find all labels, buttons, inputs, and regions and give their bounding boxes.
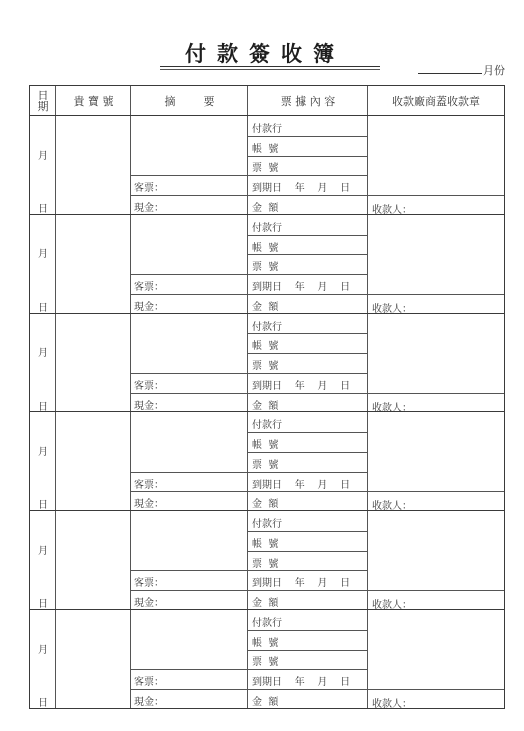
row-line <box>247 590 367 591</box>
row-line <box>247 531 367 532</box>
bill-no-label: 票 號 <box>252 459 279 471</box>
entry-block <box>30 412 504 511</box>
payee-label: 收款人： <box>372 303 412 315</box>
row-line <box>247 254 367 255</box>
row-line <box>247 650 367 651</box>
entry-block <box>30 314 504 413</box>
customer-bill-label: 客票： <box>134 380 164 392</box>
amount-label: 金 額 <box>252 598 279 610</box>
entry-block <box>30 511 504 610</box>
row-line <box>130 689 247 690</box>
cash-label: 現金： <box>134 696 164 708</box>
title-underline-second <box>160 69 380 70</box>
row-line <box>130 669 247 670</box>
amount-label: 金 額 <box>252 202 279 214</box>
account-no-label: 帳 號 <box>252 637 279 649</box>
row-line <box>247 669 367 670</box>
cash-label: 現金： <box>134 499 164 511</box>
customer-bill-label: 客票： <box>134 282 164 294</box>
month-label: 月 <box>38 644 48 656</box>
due-date-label: 到期日 年 月 日 <box>252 578 351 590</box>
month-label: 月 <box>38 348 48 360</box>
row-line <box>130 590 247 591</box>
day-label: 日 <box>38 203 48 215</box>
row-line <box>247 274 367 275</box>
header-date: 日 期 <box>37 89 49 113</box>
amount-label: 金 額 <box>252 301 279 313</box>
payer-bank-label: 付款行 <box>252 617 282 629</box>
row-line <box>367 491 504 492</box>
month-label: 月份 <box>483 64 505 77</box>
payee-label: 收款人： <box>372 600 412 612</box>
amount-label: 金 額 <box>252 400 279 412</box>
payee-label: 收款人： <box>372 204 412 216</box>
payer-bank-label: 付款行 <box>252 519 282 531</box>
row-line <box>130 393 247 394</box>
customer-bill-label: 客票： <box>134 183 164 195</box>
row-line <box>367 294 504 295</box>
cash-label: 現金： <box>134 598 164 610</box>
row-line <box>130 274 247 275</box>
title-underline <box>160 66 380 67</box>
row-line <box>247 393 367 394</box>
account-no-label: 帳 號 <box>252 143 279 155</box>
amount-label: 金 額 <box>252 696 279 708</box>
row-line <box>247 491 367 492</box>
row-line <box>130 491 247 492</box>
row-line <box>247 136 367 137</box>
payer-bank-label: 付款行 <box>252 222 282 234</box>
row-line <box>367 393 504 394</box>
month-label: 月 <box>38 447 48 459</box>
customer-bill-label: 客票： <box>134 578 164 590</box>
month-label: 月 <box>38 249 48 261</box>
header-summary: 摘 要 <box>164 95 215 108</box>
header-bill-content: 票 據 內 容 <box>280 95 336 108</box>
row-line <box>367 689 504 690</box>
entry-block <box>30 116 504 215</box>
payer-bank-label: 付款行 <box>252 123 282 135</box>
amount-label: 金 額 <box>252 499 279 511</box>
header-account: 貴 寶 號 <box>73 95 114 108</box>
payer-bank-label: 付款行 <box>252 420 282 432</box>
cash-label: 現金： <box>134 400 164 412</box>
due-date-label: 到期日 年 月 日 <box>252 380 351 392</box>
payee-label: 收款人： <box>372 501 412 513</box>
row-line <box>247 353 367 354</box>
due-date-label: 到期日 年 月 日 <box>252 677 351 689</box>
account-no-label: 帳 號 <box>252 242 279 254</box>
row-line <box>247 195 367 196</box>
bill-no-label: 票 號 <box>252 262 279 274</box>
due-date-label: 到期日 年 月 日 <box>252 479 351 491</box>
row-line <box>247 570 367 571</box>
month-blank-line <box>418 73 482 74</box>
day-label: 日 <box>38 401 48 413</box>
row-line <box>247 452 367 453</box>
account-no-label: 帳 號 <box>252 440 279 452</box>
bill-no-label: 票 號 <box>252 163 279 175</box>
row-line <box>247 294 367 295</box>
row-line <box>247 333 367 334</box>
row-line <box>130 373 247 374</box>
row-line <box>247 472 367 473</box>
day-label: 日 <box>38 500 48 512</box>
payment-sign-table <box>29 85 505 709</box>
row-line <box>247 551 367 552</box>
row-line <box>247 689 367 690</box>
account-no-label: 帳 號 <box>252 341 279 353</box>
due-date-label: 到期日 年 月 日 <box>252 282 351 294</box>
row-line <box>247 156 367 157</box>
row-line <box>130 472 247 473</box>
row-line <box>367 195 504 196</box>
month-label: 月 <box>38 545 48 557</box>
day-label: 日 <box>38 599 48 611</box>
row-line <box>130 175 247 176</box>
row-line <box>130 570 247 571</box>
payee-label: 收款人： <box>372 402 412 414</box>
header-stamp: 收款廠商蓋收款章 <box>392 95 480 108</box>
day-label: 日 <box>38 302 48 314</box>
customer-bill-label: 客票： <box>134 677 164 689</box>
form-title: 付款簽收簿 <box>185 41 345 66</box>
row-line <box>247 373 367 374</box>
payee-label: 收款人： <box>372 698 412 710</box>
row-line <box>130 294 247 295</box>
account-no-label: 帳 號 <box>252 538 279 550</box>
entry-block <box>30 610 504 709</box>
cash-label: 現金： <box>134 202 164 214</box>
cash-label: 現金： <box>134 301 164 313</box>
row-line <box>367 590 504 591</box>
payer-bank-label: 付款行 <box>252 321 282 333</box>
due-date-label: 到期日 年 月 日 <box>252 183 351 195</box>
row-line <box>130 195 247 196</box>
bill-no-label: 票 號 <box>252 558 279 570</box>
row-line <box>247 630 367 631</box>
month-label: 月 <box>38 150 48 162</box>
entry-block <box>30 215 504 314</box>
bill-no-label: 票 號 <box>252 657 279 669</box>
bill-no-label: 票 號 <box>252 361 279 373</box>
row-line <box>247 432 367 433</box>
row-line <box>247 175 367 176</box>
day-label: 日 <box>38 697 48 709</box>
row-line <box>247 235 367 236</box>
customer-bill-label: 客票： <box>134 479 164 491</box>
